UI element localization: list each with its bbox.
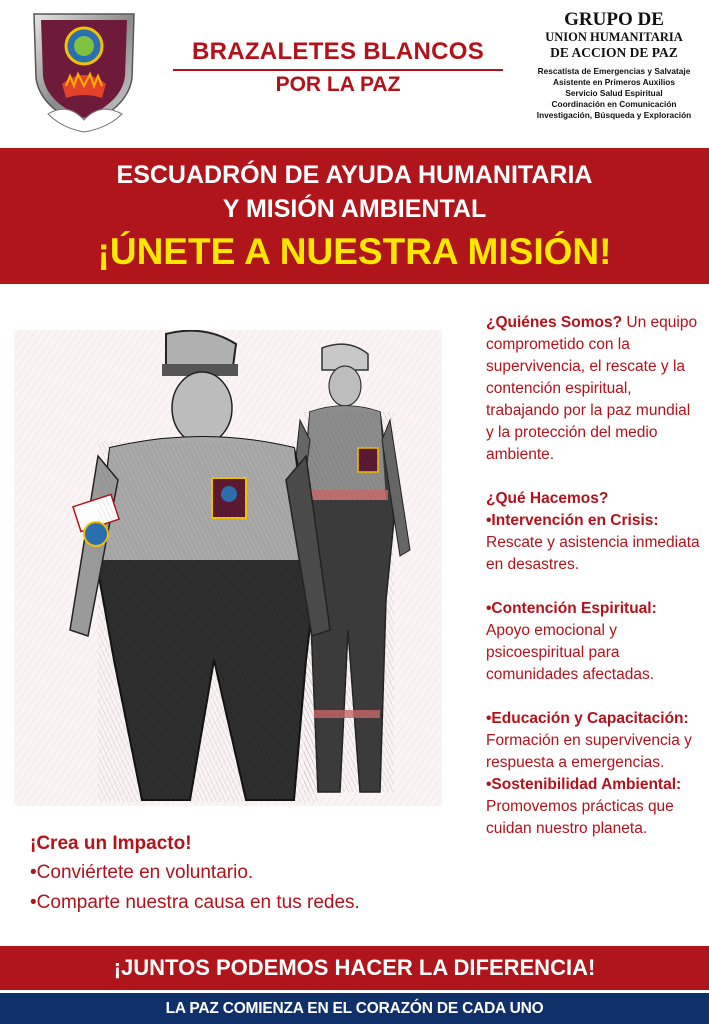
shield-logo-icon: [28, 6, 140, 138]
brand-block: [158, 38, 518, 97]
org-name-line1: GRUPO DE: [564, 9, 664, 30]
footer-slogan: ¡JUNTOS PODEMOS HACER LA DIFERENCIA!: [0, 946, 709, 990]
hero-banner: [0, 148, 709, 284]
brand-subtitle: POR LA PAZ: [275, 73, 401, 96]
service-description: [486, 510, 700, 576]
banner-title-line1: ESCUADRÓN DE AYUDA HUMANITARIA: [116, 161, 593, 189]
who-we-are-text: Un equipo comprometido con la supervivencia, el rescate y la contención espiritual, trabajando por la paz mundial y la protección del medio ambiente.: [486, 314, 698, 463]
banner-title-line2: Y MISIÓN AMBIENTAL: [222, 195, 487, 223]
service-item: Coordinación en Comunicación: [551, 99, 677, 109]
service-text: Formación en supervivencia y respuesta a emergencias.: [486, 732, 692, 771]
rescuers-illustration: [14, 330, 442, 806]
who-we-are-heading: ¿Quiénes Somos?: [486, 314, 623, 331]
info-column: [486, 312, 700, 840]
service-text: Apoyo emocional y psicoespiritual para comunidades afectadas.: [486, 622, 655, 683]
brand-title: BRAZALETES BLANCOS: [191, 38, 485, 65]
org-name-line3: DE ACCION DE PAZ: [550, 45, 678, 60]
impact-item: •Comparte nuestra causa en tus redes.: [30, 892, 360, 913]
service-item: Servicio Salud Espiritual: [565, 88, 663, 98]
service-title: •Contención Espiritual:: [486, 600, 657, 617]
service-description: [486, 708, 700, 774]
service-title: •Educación y Capacitación:: [486, 710, 689, 727]
service-description: [486, 598, 700, 686]
service-title: •Sostenibilidad Ambiental:: [486, 776, 682, 793]
service-item: Asistente en Primeros Auxilios: [553, 77, 675, 87]
service-text: Rescate y asistencia inmediata en desastres.: [486, 534, 700, 573]
service-description: [486, 774, 700, 840]
service-text: Promovemos prácticas que cuidan nuestro planeta.: [486, 798, 674, 837]
who-we-are-paragraph: [486, 312, 700, 466]
service-title: •Intervención en Crisis:: [486, 512, 659, 529]
what-we-do-heading: ¿Qué Hacemos?: [486, 490, 609, 507]
header: [0, 0, 709, 146]
impact-section: [30, 830, 470, 918]
banner-call-to-action: ¡ÚNETE A NUESTRA MISIÓN!: [97, 231, 612, 272]
org-name-line2: UNION HUMANITARIA: [545, 30, 683, 44]
impact-item: •Conviértete en voluntario.: [30, 862, 254, 883]
footer-tagline: LA PAZ COMIENZA EN EL CORAZÓN DE CADA UNO: [0, 993, 709, 1024]
service-item: Investigación, Búsqueda y Exploración: [536, 110, 692, 120]
service-item: Rescatista de Emergencias y Salvataje: [537, 66, 691, 76]
impact-heading: ¡Crea un Impacto!: [30, 833, 192, 854]
brand-divider: [173, 69, 503, 71]
organization-block: [528, 10, 700, 121]
